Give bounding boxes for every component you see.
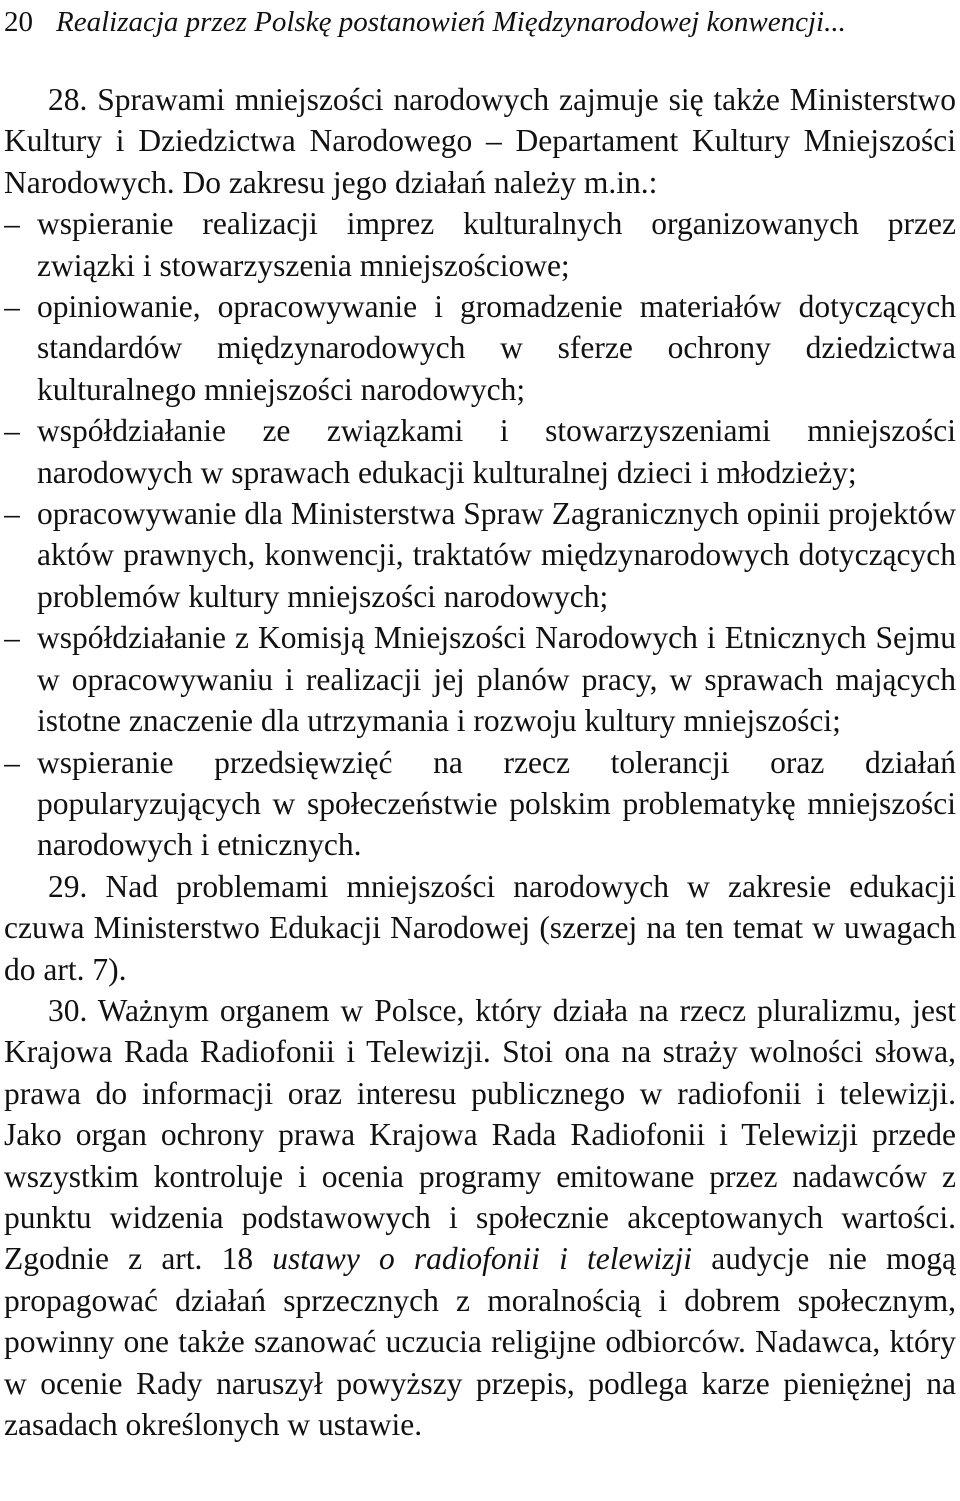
list-item-text: opiniowanie, opracowywanie i gromadzenie materiałów dotyczących standardów międzynarodowych w sferze ochrony dziedzictwa kulturalnego mniejszości narodowych; <box>37 289 956 407</box>
paragraph-number: 28. <box>48 82 88 117</box>
list-item <box>4 203 956 286</box>
paragraph-text: Sprawami mniejszości narodowych zajmuje się także Ministerstwo Kultury i Dziedzictwa Narodowego – Departament Kultury Mniejszości Narodowych. Do zakresu jego działań należy m.in.: <box>4 82 956 200</box>
list-item <box>4 410 956 493</box>
dash-marker: – <box>4 744 20 780</box>
duties-list <box>4 203 956 866</box>
list-item-text: współdziałanie ze związkami i stowarzyszeniami mniejszości narodowych w sprawach edukacji kulturalnej dzieci i młodzieży; <box>37 413 956 490</box>
paragraph-number: 30. <box>48 992 88 1028</box>
document-page <box>4 0 956 1501</box>
paragraph-29 <box>4 866 956 990</box>
list-item-text: współdziałanie z Komisją Mniejszości Narodowych i Etnicznych Sejmu w opracowywaniu i realizacji jej planów pracy, w sprawach mających istotne znaczenie dla utrzymania i rozwoju kultury mniejszości; <box>37 620 956 739</box>
running-header <box>4 2 956 42</box>
dash-marker: – <box>4 620 20 656</box>
dash-marker: – <box>4 289 20 325</box>
dash-marker: – <box>4 206 20 242</box>
list-item-text: opracowywanie dla Ministerstwa Spraw Zagranicznych opinii projektów aktów prawnych, konwencji, traktatów międzynarodowych dotyczących problemów kultury mniejszości narodowych; <box>37 496 956 614</box>
list-item <box>4 286 956 410</box>
paragraph-number: 29. <box>48 868 88 904</box>
act-title: ustawy o radiofonii i telewizji <box>272 1241 693 1277</box>
list-item-text: wspieranie przedsięwzięć na rzecz tolerancji oraz działań popularyzujących w społeczeństwie polskim problematykę mniejszości narodowych i etnicznych. <box>37 744 956 863</box>
running-title: Realizacja przez Polskę postanowień Międzynarodowej konwencji... <box>56 6 846 38</box>
dash-marker: – <box>4 496 20 532</box>
paragraph-text: Ważnym organem w Polsce, który działa na rzecz pluralizmu, jest Krajowa Rada Radiofonii i Telewizji. Stoi ona na straży wolności słowa, prawa do informacji oraz interesu publicznego w radiofonii i telewizji. Jako organ ochrony prawa Krajowa Rada Radiofonii i Telewizji przede wszystkim kontroluje i ocenia programy emitowane przez nadawców z punktu widzenia podstawowych i społecznie akceptowanych wartości. Zgodnie z art. 18 <box>4 992 956 1277</box>
paragraph-28 <box>4 79 956 203</box>
list-item-text: wspieranie realizacji imprez kulturalnych organizowanych przez związki i stowarzyszenia mniejszościowe; <box>37 206 956 283</box>
list-item <box>4 493 956 617</box>
page-number: 20 <box>4 6 33 38</box>
paragraph-text: Nad problemami mniejszości narodowych w zakresie edukacji czuwa Ministerstwo Edukacji Narodowej (szerzej na ten temat w uwagach do art. 7). <box>4 868 956 987</box>
dash-marker: – <box>4 413 20 449</box>
paragraph-text-continued: audycje nie mogą propagować działań sprzecznych z moralnością i dobrem społecznym, powinny one także szanować uczucia religijne odbiorców. Nadawca, który w ocenie Rady naruszył powyższy przepis, podlega karze pieniężnej na zasadach określonych w ustawie. <box>4 1241 956 1442</box>
body-text <box>4 79 956 1445</box>
paragraph-30 <box>4 990 956 1445</box>
list-item <box>4 742 956 866</box>
list-item <box>4 617 956 741</box>
